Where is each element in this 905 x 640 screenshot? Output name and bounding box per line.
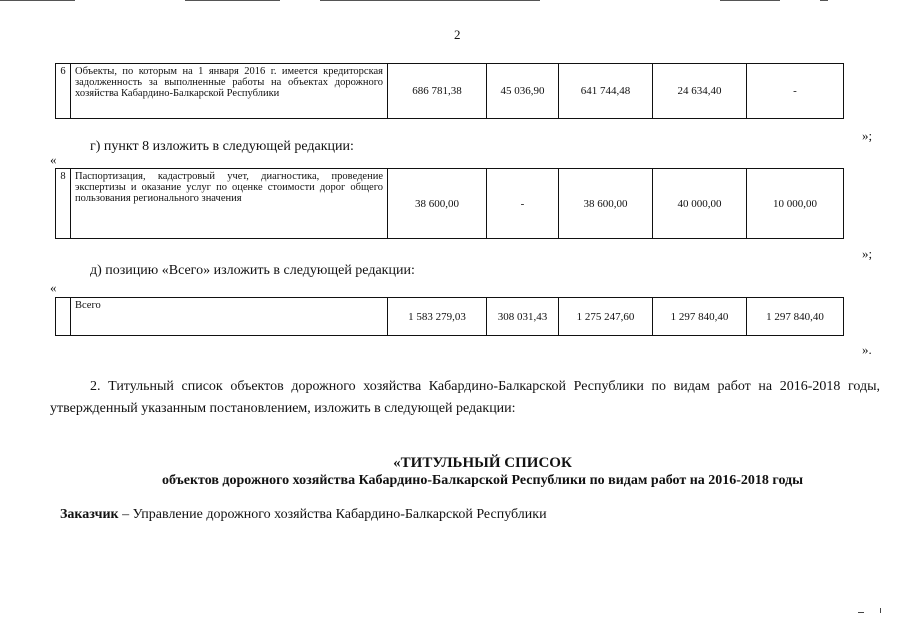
value-cell: 38 600,00 (559, 169, 653, 239)
table-row-8 (55, 168, 844, 239)
row-number: 6 (56, 64, 71, 119)
value-cell: 1 275 247,60 (559, 298, 653, 336)
paragraph-2: 2. Титульный список объектов дорожного хозяйства Кабардино-Балкарской Республики по видам работ на 2016-2018 годы, утвержденный указанным постановлением, изложить в следующей редакции: (50, 379, 880, 416)
row-description: Всего (71, 298, 388, 336)
opening-quote: « (50, 152, 57, 167)
value-cell: 308 031,43 (487, 298, 559, 336)
customer-line (60, 507, 547, 523)
value-cell: 40 000,00 (653, 169, 747, 239)
row-description: Паспортизация, кадастровый учет, диагностика, проведение экспертизы и оказание услуг по оценке стоимости дорог общего пользования регионального значения (71, 169, 388, 239)
value-cell: 24 634,40 (653, 64, 747, 119)
customer-text: – Управление дорожного хозяйства Кабардино-Балкарской Республики (118, 507, 547, 522)
value-cell: 1 297 840,40 (747, 298, 844, 336)
value-cell: 10 000,00 (747, 169, 844, 239)
scan-line (0, 0, 75, 1)
opening-quote: « (50, 280, 57, 295)
scan-line (820, 0, 828, 1)
row-number (56, 298, 71, 336)
document-subtitle: объектов дорожного хозяйства Кабардино-Балкарской Республики по видам работ на 2016-2018 годы (161, 473, 804, 488)
instruction-text: д) позицию «Всего» изложить в следующей редакции: (90, 263, 415, 278)
value-cell: 686 781,38 (388, 64, 487, 119)
value-cell: 45 036,90 (487, 64, 559, 119)
value-cell: 1 297 840,40 (653, 298, 747, 336)
scan-speck (880, 608, 881, 613)
instruction-text: г) пункт 8 изложить в следующей редакции: (90, 139, 354, 154)
value-cell: - (747, 64, 844, 119)
table-total (55, 297, 844, 336)
value-cell: 641 744,48 (559, 64, 653, 119)
closing-quote: »; (862, 128, 873, 143)
scan-line (720, 0, 780, 1)
closing-quote: »; (862, 246, 873, 261)
scan-line (320, 0, 540, 1)
document-title: «ТИТУЛЬНЫЙ СПИСОК (393, 455, 572, 471)
value-cell: 38 600,00 (388, 169, 487, 239)
closing-quote: ». (862, 342, 872, 357)
scan-line (185, 0, 280, 1)
customer-label: Заказчик (60, 507, 119, 522)
row-number: 8 (56, 169, 71, 239)
table-row-6 (55, 63, 844, 119)
value-cell: 1 583 279,03 (388, 298, 487, 336)
page-number: 2 (454, 27, 461, 42)
row-description: Объекты, по которым на 1 января 2016 г. имеется кредиторская задолженность за выполненные работы на объектах дорожного хозяйства Кабардино-Балкарской Республики (71, 64, 388, 119)
scan-speck (858, 612, 864, 613)
value-cell: - (487, 169, 559, 239)
